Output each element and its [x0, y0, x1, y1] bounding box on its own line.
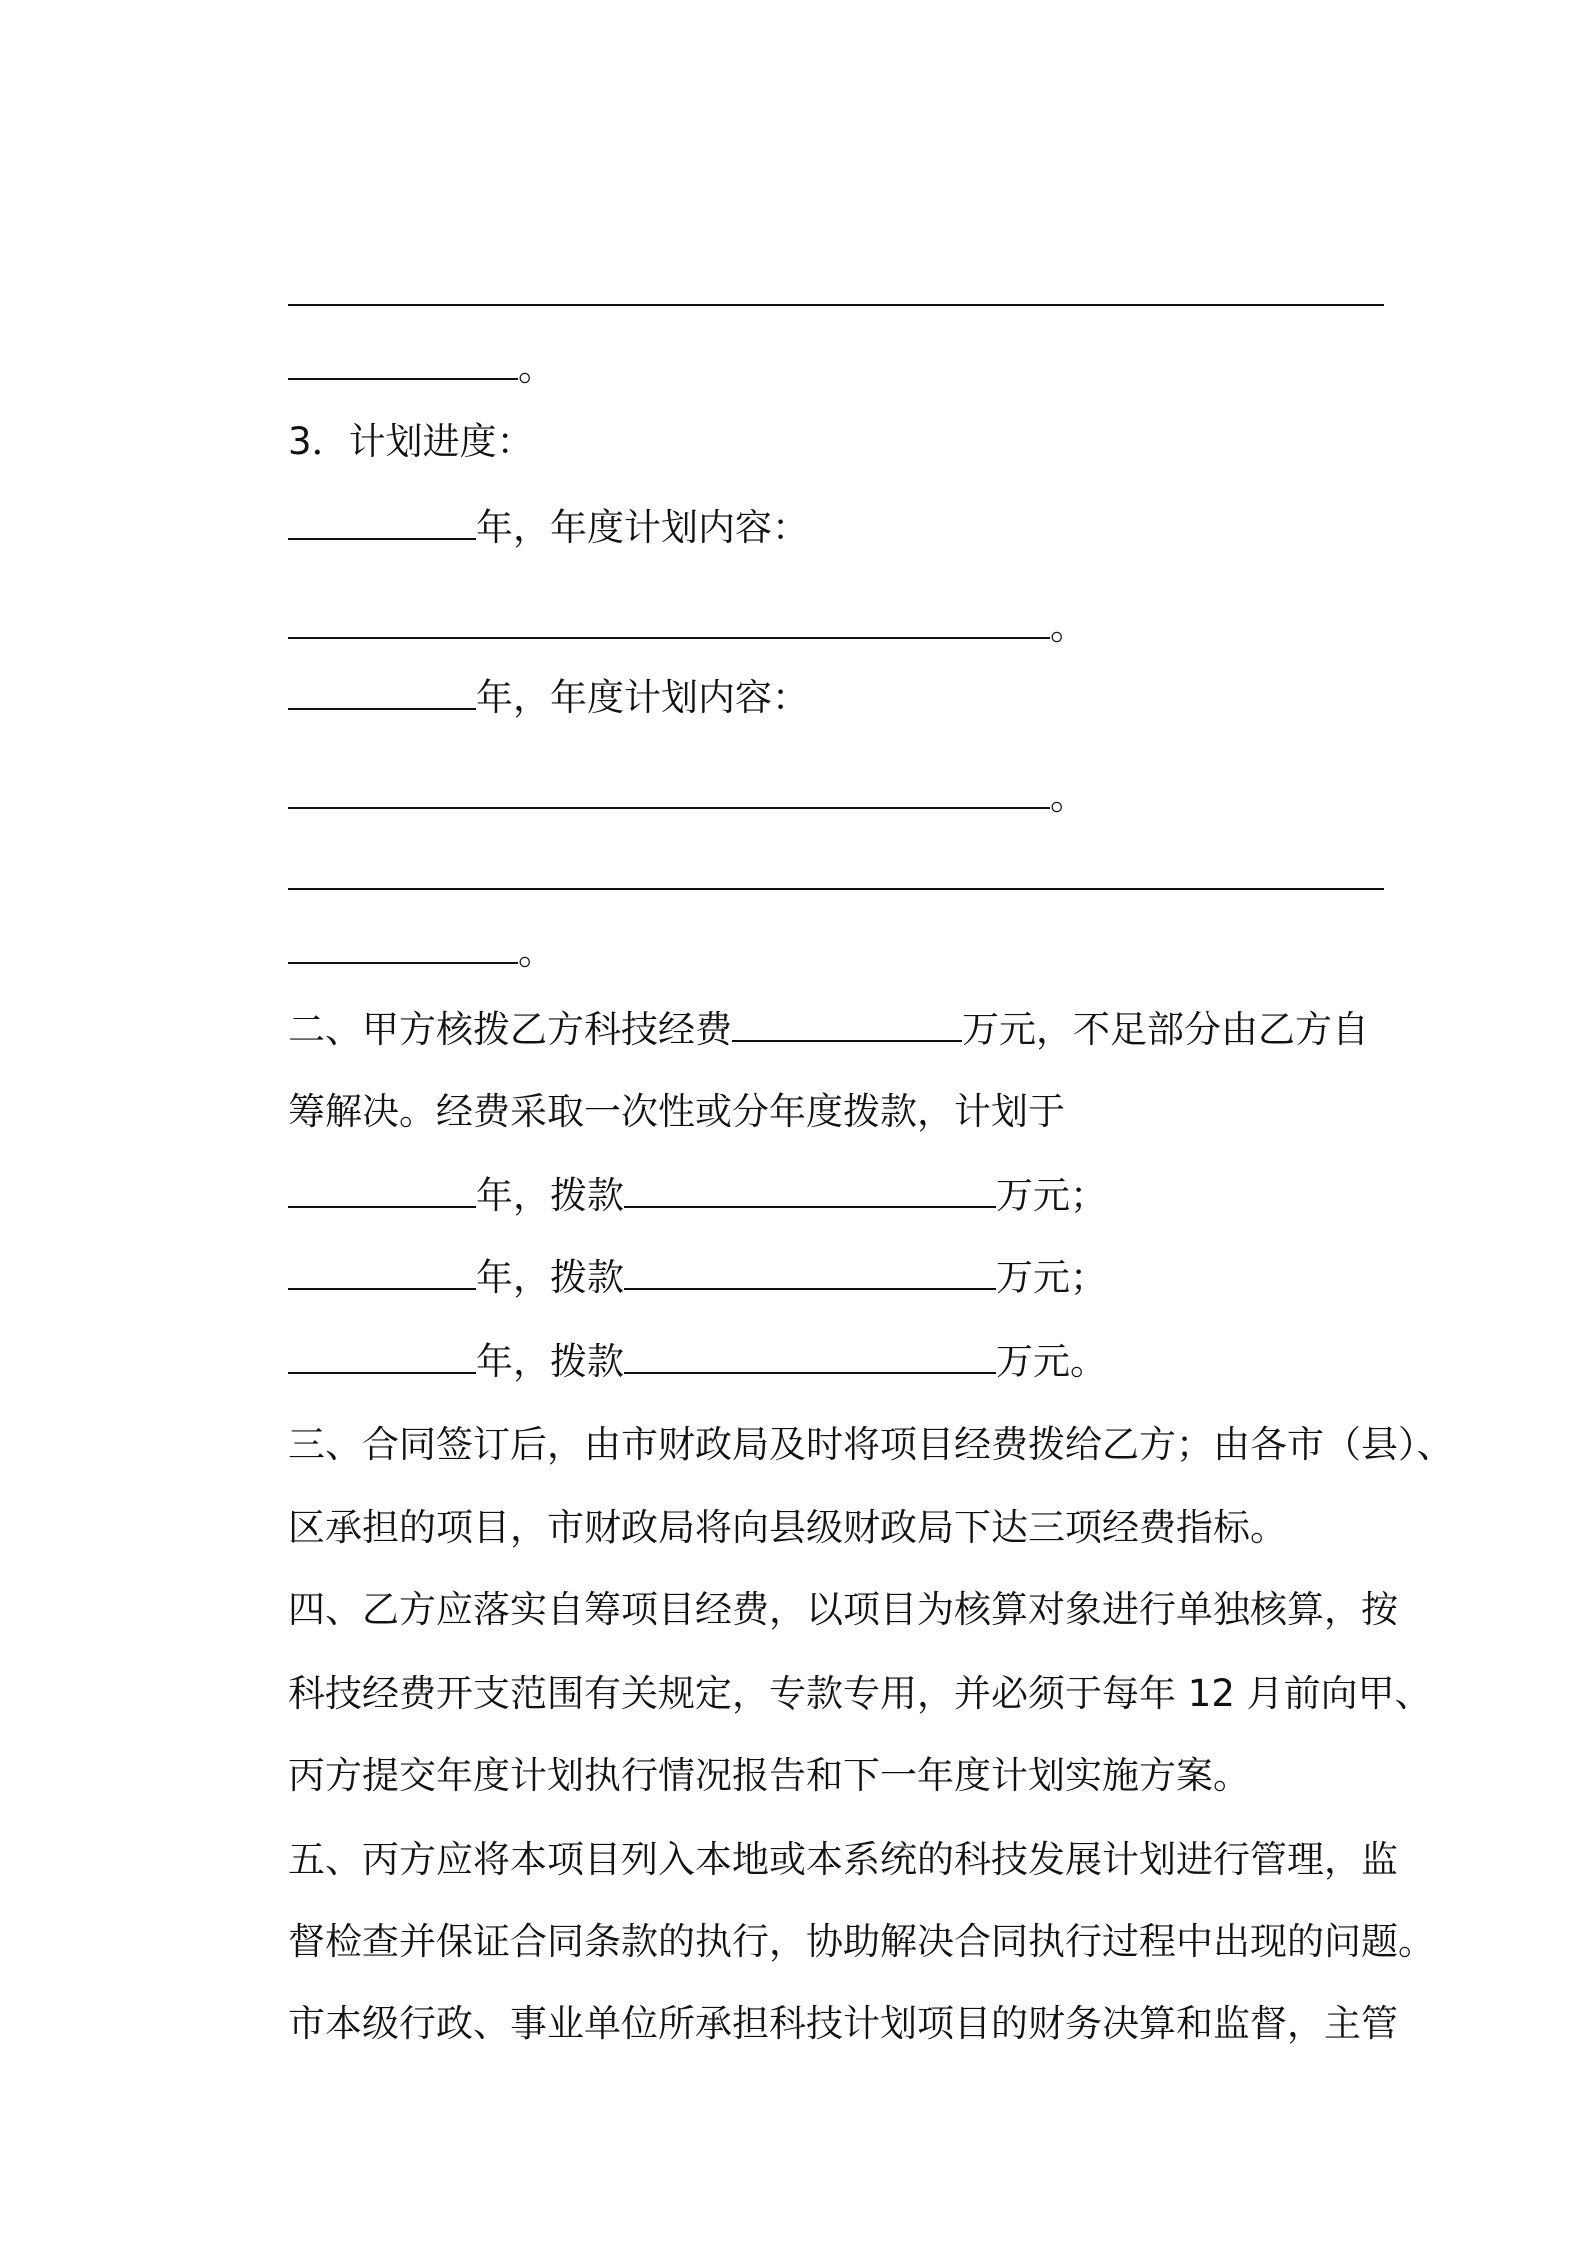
line-text: 。: [518, 346, 556, 389]
line-text: 年，年度计划内容：: [476, 506, 810, 549]
line-text: 万元；: [996, 1174, 1108, 1217]
line-text: 科技经费开支范围有关规定，专款专用，并必须于每年 12 月前向甲、: [288, 1672, 1432, 1715]
line-text: 年，年度计划内容：: [476, 676, 810, 719]
fill-blank: [288, 1174, 476, 1208]
line-text: 三、合同签订后，由市财政局及时将项目经费拨给乙方；由各市（县）、: [288, 1423, 1454, 1466]
line-text: 年，拨款: [476, 1340, 625, 1383]
text-line: [241, 1952, 1398, 2096]
fill-blank: [288, 1256, 476, 1290]
line-text: 万元，不足部分由乙方自: [962, 1008, 1370, 1051]
line-text: 丙方提交年度计划执行情况报告和下一年度计划实施方案。: [288, 1754, 1251, 1797]
line-text: 二、甲方核拨乙方科技经费: [288, 1008, 733, 1051]
fill-blank: [288, 1340, 476, 1374]
fill-blank: [624, 1256, 996, 1290]
fill-blank: [288, 775, 1050, 809]
line-text: 区承担的项目，市财政局将向县级财政局下达三项经费指标。: [288, 1506, 1288, 1549]
line-text: 市本级行政、事业单位所承担科技计划项目的财务决算和监督，主管: [288, 2002, 1399, 2045]
line-text: 。: [1050, 775, 1088, 818]
fill-blank: [624, 1174, 996, 1208]
line-text: 。: [518, 930, 556, 973]
line-text: 五、丙方应将本项目列入本地或本系统的科技发展计划进行管理，监: [288, 1838, 1399, 1881]
line-text: 年，拨款: [476, 1174, 625, 1217]
line-text: 督检查并保证合同条款的执行，协助解决合同执行过程中出现的问题。: [288, 1920, 1436, 1963]
fill-blank: [732, 1008, 962, 1042]
line-text: 万元。: [996, 1340, 1108, 1383]
fill-blank: [624, 1340, 996, 1374]
line-text: 筹解决。经费采取一次性或分年度拨款，计划于: [288, 1090, 1066, 1133]
line-text: 年，拨款: [476, 1256, 625, 1299]
line-text: 四、乙方应落实自筹项目经费，以项目为核算对象进行单独核算，按: [288, 1588, 1399, 1631]
fill-blank: [288, 506, 476, 540]
line-text: 3．计划进度：: [288, 420, 534, 463]
line-text: 万元；: [996, 1256, 1108, 1299]
fill-blank: [288, 676, 476, 710]
line-text: 。: [1050, 605, 1088, 648]
